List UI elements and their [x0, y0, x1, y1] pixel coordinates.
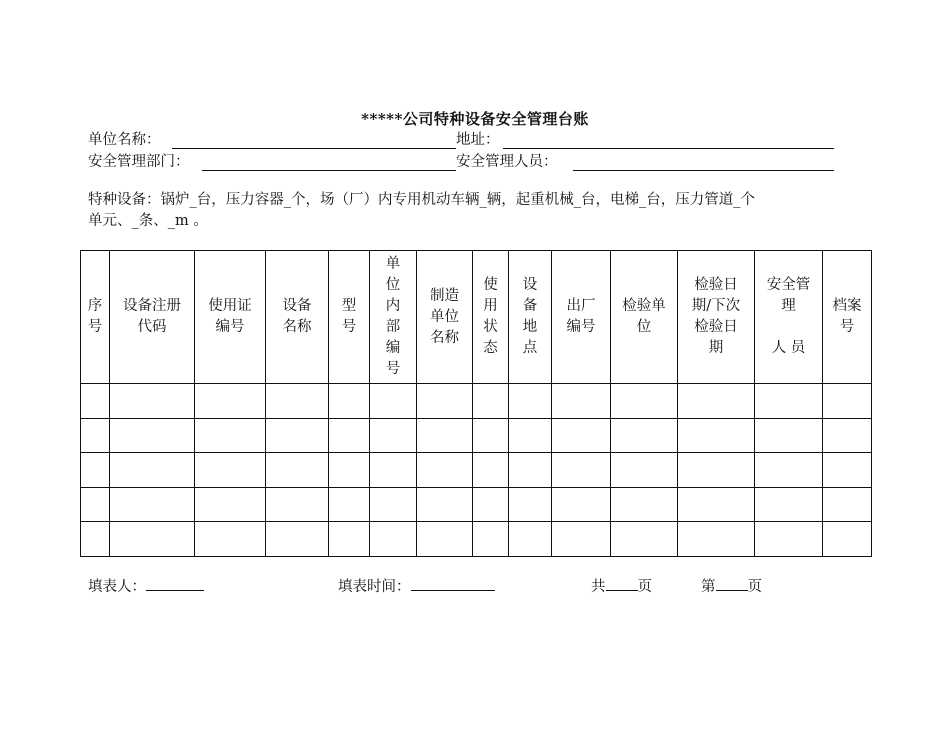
- column-header: [266, 251, 329, 384]
- table-cell[interactable]: [755, 453, 823, 488]
- column-header: [473, 251, 509, 384]
- table-cell[interactable]: [755, 418, 823, 453]
- table-cell[interactable]: [823, 522, 872, 557]
- table-row: [81, 384, 872, 419]
- table-cell[interactable]: [823, 453, 872, 488]
- table-cell[interactable]: [552, 453, 611, 488]
- table-cell[interactable]: [417, 522, 473, 557]
- column-header-label: 档案 号: [832, 298, 862, 335]
- column-header-label: 安全管 理 人 员: [766, 277, 811, 356]
- document-title: *****公司特种设备安全管理台账: [361, 110, 589, 128]
- table-cell[interactable]: [81, 453, 110, 488]
- column-header-label: 设备 名称: [282, 298, 312, 335]
- fill-time-field: [338, 575, 495, 596]
- table-cell[interactable]: [266, 522, 329, 557]
- table-cell[interactable]: [678, 453, 755, 488]
- table-cell[interactable]: [195, 384, 266, 419]
- table-cell[interactable]: [417, 418, 473, 453]
- column-header-label: 使用证 编号: [208, 298, 252, 335]
- filler-line: [146, 575, 204, 591]
- table-row: [81, 453, 872, 488]
- column-header: [823, 251, 872, 384]
- table-cell[interactable]: [329, 384, 370, 419]
- special-equipment-line-2: 单元、_条、_m 。: [88, 213, 208, 229]
- table-cell[interactable]: [755, 522, 823, 557]
- table-cell[interactable]: [370, 487, 417, 522]
- table-cell[interactable]: [110, 453, 195, 488]
- table-cell[interactable]: [81, 487, 110, 522]
- table-cell[interactable]: [473, 487, 509, 522]
- table-cell[interactable]: [611, 453, 678, 488]
- table-cell[interactable]: [678, 487, 755, 522]
- table-cell[interactable]: [417, 487, 473, 522]
- table-cell[interactable]: [110, 522, 195, 557]
- filler-label: 填表人：: [88, 579, 146, 595]
- fill-time-label: 填表时间：: [338, 579, 411, 595]
- total-pages-prefix: 共: [591, 579, 606, 595]
- table-row: [81, 522, 872, 557]
- unit-name-label: 单位名称：: [88, 132, 161, 148]
- table-cell[interactable]: [552, 418, 611, 453]
- table-cell[interactable]: [110, 384, 195, 419]
- table-cell[interactable]: [266, 418, 329, 453]
- table-cell[interactable]: [552, 384, 611, 419]
- address-label: 地址：: [456, 132, 500, 148]
- column-header: [678, 251, 755, 384]
- page-number-field: [701, 575, 762, 596]
- column-header-label: 检验日 期/下次 检验日 期: [691, 277, 741, 356]
- column-header: [329, 251, 370, 384]
- table-cell[interactable]: [370, 418, 417, 453]
- column-header-label: 检验单 位: [622, 298, 666, 335]
- safety-dept-label: 安全管理部门：: [88, 154, 190, 170]
- table-cell[interactable]: [81, 384, 110, 419]
- table-cell[interactable]: [473, 418, 509, 453]
- table-cell[interactable]: [678, 384, 755, 419]
- table-cell[interactable]: [329, 453, 370, 488]
- table-cell[interactable]: [370, 522, 417, 557]
- table-cell[interactable]: [823, 384, 872, 419]
- table-cell[interactable]: [611, 418, 678, 453]
- table-cell[interactable]: [509, 418, 552, 453]
- table-cell[interactable]: [329, 522, 370, 557]
- safety-dept-line: [202, 170, 456, 171]
- table-cell[interactable]: [611, 522, 678, 557]
- table-body: [81, 384, 872, 557]
- table-cell[interactable]: [370, 384, 417, 419]
- table-cell[interactable]: [611, 487, 678, 522]
- column-header-label: 序 号: [87, 298, 103, 335]
- table-cell[interactable]: [110, 418, 195, 453]
- special-equipment-text: [88, 190, 868, 232]
- table-cell[interactable]: [678, 418, 755, 453]
- column-header-label: 型 号: [341, 298, 357, 335]
- table-cell[interactable]: [509, 384, 552, 419]
- table-cell[interactable]: [81, 418, 110, 453]
- column-header-label: 出厂 编号: [566, 298, 596, 335]
- table-cell[interactable]: [823, 487, 872, 522]
- table-cell[interactable]: [110, 487, 195, 522]
- table-cell[interactable]: [755, 384, 823, 419]
- table-cell[interactable]: [509, 487, 552, 522]
- table-cell[interactable]: [509, 453, 552, 488]
- total-pages-line: [606, 575, 638, 591]
- column-header: [370, 251, 417, 384]
- column-header-label: 设 备 地 点: [522, 277, 538, 356]
- column-header: [552, 251, 611, 384]
- filler-field: [88, 575, 204, 596]
- column-header-label: 单 位 内 部 编 号: [385, 256, 401, 377]
- column-header: [755, 251, 823, 384]
- table-cell[interactable]: [195, 522, 266, 557]
- page-number-line: [716, 575, 748, 591]
- column-header: [110, 251, 195, 384]
- table-cell[interactable]: [195, 453, 266, 488]
- table-header-row: [81, 251, 872, 384]
- page-number-suffix: 页: [747, 579, 762, 595]
- table-cell[interactable]: [266, 487, 329, 522]
- table-cell[interactable]: [473, 384, 509, 419]
- column-header-label: 制造 单位 名称: [430, 287, 459, 346]
- table-cell[interactable]: [473, 522, 509, 557]
- table-cell[interactable]: [266, 453, 329, 488]
- special-equipment-line-1: 特种设备：锅炉_台，压力容器_个，场（厂）内专用机动车辆_辆，起重机械_台，电梯_台，压力管道_个: [88, 192, 755, 208]
- fill-time-line: [411, 575, 495, 591]
- table-cell[interactable]: [552, 487, 611, 522]
- table-cell[interactable]: [370, 453, 417, 488]
- column-header: [509, 251, 552, 384]
- column-header: [417, 251, 473, 384]
- table-cell[interactable]: [611, 384, 678, 419]
- table-cell[interactable]: [509, 522, 552, 557]
- table-cell[interactable]: [81, 522, 110, 557]
- address-line: [503, 148, 834, 149]
- column-header: [81, 251, 110, 384]
- safety-person-line: [573, 170, 834, 171]
- column-header-label: 使 用 状 态: [483, 277, 498, 356]
- ledger-table: [80, 250, 872, 557]
- table-cell[interactable]: [417, 453, 473, 488]
- unit-name-line: [172, 148, 456, 149]
- page-number-prefix: 第: [701, 579, 716, 595]
- table-cell[interactable]: [678, 522, 755, 557]
- table-cell[interactable]: [755, 487, 823, 522]
- table-cell[interactable]: [473, 453, 509, 488]
- table-row: [81, 418, 872, 453]
- table-cell[interactable]: [417, 384, 473, 419]
- column-header: [195, 251, 266, 384]
- table-cell[interactable]: [552, 522, 611, 557]
- table-cell[interactable]: [195, 418, 266, 453]
- column-header: [611, 251, 678, 384]
- column-header-label: 设备注册 代码: [123, 298, 181, 335]
- total-pages-suffix: 页: [637, 579, 652, 595]
- table-row: [81, 487, 872, 522]
- table-cell[interactable]: [329, 418, 370, 453]
- safety-person-label: 安全管理人员：: [456, 154, 558, 170]
- total-pages-field: [591, 575, 652, 596]
- table-cell[interactable]: [266, 384, 329, 419]
- table-cell[interactable]: [823, 418, 872, 453]
- table-cell[interactable]: [329, 487, 370, 522]
- table-cell[interactable]: [195, 487, 266, 522]
